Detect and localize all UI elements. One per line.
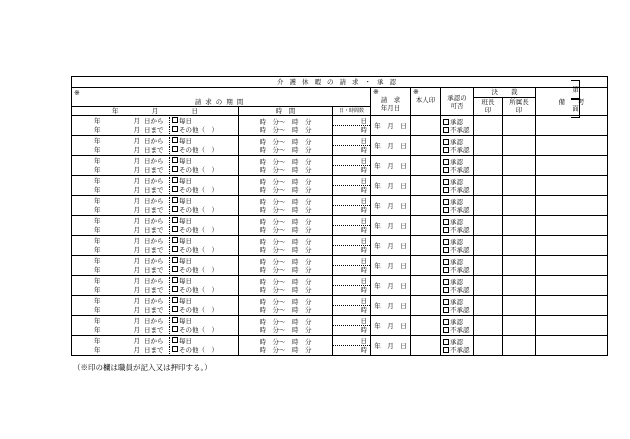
checkbox-icon [172,197,178,203]
chief-seal-cell[interactable] [474,296,503,316]
checkbox-icon [443,319,449,325]
seal-cell[interactable] [411,336,441,356]
remarks-cell[interactable] [536,116,608,136]
checkbox-icon [172,166,178,172]
seal-cell[interactable] [411,136,441,156]
checkbox-icon [443,139,449,145]
checkbox-icon [172,257,178,263]
day-hour-cell[interactable]: 日 時 [333,176,371,196]
request-row [72,336,608,356]
time-cell[interactable]: 時 分～ 時 分 時 分～ 時 分 [239,296,333,316]
checkbox-icon [172,146,178,152]
request-row [72,156,608,176]
checkbox-icon [172,226,178,232]
request-date-header: ※ 請 求 年月日 [371,88,411,116]
remarks-cell[interactable] [536,236,608,256]
chief-seal-cell[interactable] [474,116,503,136]
approval-header: 承認の 可否 [441,88,474,116]
checkbox-icon [172,246,178,252]
request-date-cell[interactable]: 年 月 日 [371,276,411,296]
checkbox-icon [443,267,449,273]
request-date-cell[interactable]: 年 月 日 [371,316,411,336]
time-cell[interactable]: 時 分～ 時 分 時 分～ 時 分 [239,316,333,336]
checkbox-icon [172,297,178,303]
checkbox-icon [172,346,178,352]
checkbox-icon [443,207,449,213]
chief-seal-cell[interactable] [474,156,503,176]
period-cell[interactable]: 年 月 日から 毎日 年 月 日まで その他（ ） [72,276,239,296]
checkbox-icon [172,286,178,292]
director-seal-cell[interactable] [503,216,536,236]
remarks-cell[interactable] [536,196,608,216]
request-date-cell[interactable]: 年 月 日 [371,156,411,176]
seal-cell[interactable] [411,116,441,136]
seal-header: ※ 本人印 [411,88,441,116]
day-hours-header: 日・時間数 [333,107,371,116]
time-cell[interactable]: 時 分～ 時 分 時 分～ 時 分 [239,336,333,356]
checkbox-icon [172,217,178,223]
checkbox-icon [443,327,449,333]
chief-seal-cell[interactable] [474,136,503,156]
approval-cell[interactable]: 承認 不承認 [441,116,474,136]
director-seal-cell[interactable] [503,276,536,296]
day-hour-cell[interactable]: 日 時 [333,116,371,136]
day-hour-cell[interactable]: 日 時 [333,216,371,236]
approval-cell[interactable]: 承認 不承認 [441,236,474,256]
day-hour-cell[interactable]: 日 時 [333,256,371,276]
footnote: （※印の欄は職員が記入又は押印する。） [73,363,212,372]
approval-cell[interactable]: 承認 不承認 [441,336,474,356]
request-date-cell[interactable]: 年 月 日 [371,336,411,356]
checkbox-icon [443,239,449,245]
checkbox-icon [443,219,449,225]
checkbox-icon [172,277,178,283]
request-row [72,216,608,236]
checkbox-icon [172,337,178,343]
chief-seal-cell[interactable] [474,196,503,216]
approval-cell[interactable]: 承認 不承認 [441,256,474,276]
approval-cell[interactable]: 承認 不承認 [441,316,474,336]
director-header: 所属長 印 [503,97,536,116]
chief-header: 班長 印 [474,97,503,116]
checkbox-icon [443,159,449,165]
checkbox-icon [443,179,449,185]
checkbox-icon [172,157,178,163]
director-seal-cell[interactable] [503,316,536,336]
checkbox-icon [172,117,178,123]
checkbox-icon [443,199,449,205]
period-cell[interactable]: 年 月 日から 毎日 年 月 日まで その他（ ） [72,336,239,356]
approval-cell[interactable]: 承認 不承認 [441,276,474,296]
request-row [72,196,608,216]
day-hour-cell[interactable]: 日 時 [333,316,371,336]
director-seal-cell[interactable] [503,236,536,256]
period-cell[interactable]: 年 月 日から 毎日 年 月 日まで その他（ ） [72,216,239,236]
remarks-cell[interactable] [536,176,608,196]
approval-cell[interactable]: 承認 不承認 [441,136,474,156]
checkbox-icon [443,259,449,265]
chief-seal-cell[interactable] [474,256,503,276]
period-cell[interactable]: 年 月 日から 毎日 年 月 日まで その他（ ） [72,236,239,256]
director-seal-cell[interactable] [503,336,536,356]
approval-cell[interactable]: 承認 不承認 [441,176,474,196]
page-side-label: 第 面 [571,80,580,118]
checkbox-icon [443,339,449,345]
leave-request-table [71,76,608,356]
time-cell[interactable]: 時 分～ 時 分 時 分～ 時 分 [239,116,333,136]
period-cell[interactable]: 年 月 日から 毎日 年 月 日まで その他（ ） [72,116,239,136]
request-row [72,256,608,276]
approval-cell[interactable]: 承認 不承認 [441,156,474,176]
seal-cell[interactable] [411,176,441,196]
request-date-cell[interactable]: 年 月 日 [371,216,411,236]
remarks-cell[interactable] [536,316,608,336]
remarks-cell[interactable] [536,256,608,276]
seal-cell[interactable] [411,296,441,316]
checkbox-icon [172,237,178,243]
period-cell[interactable]: 年 月 日から 毎日 年 月 日まで その他（ ） [72,136,239,156]
checkbox-icon [443,279,449,285]
remarks-header: 備 考 [536,88,608,116]
mark-period: ※ [74,88,80,97]
checkbox-icon [443,307,449,313]
director-seal-cell[interactable] [503,196,536,216]
period-cell[interactable]: 年 月 日から 毎日 年 月 日まで その他（ ） [72,196,239,216]
checkbox-icon [172,266,178,272]
checkbox-icon [172,186,178,192]
period-cell[interactable]: 年 月 日から 毎日 年 月 日まで その他（ ） [72,256,239,276]
remarks-cell[interactable] [536,336,608,356]
remarks-cell[interactable] [536,216,608,236]
checkbox-icon [443,147,449,153]
period-cell[interactable]: 年 月 日から 毎日 年 月 日まで その他（ ） [72,176,239,196]
checkbox-icon [172,206,178,212]
approval-cell[interactable]: 承認 不承認 [441,296,474,316]
time-header: 時 間 [239,107,333,116]
seal-cell[interactable] [411,256,441,276]
chief-seal-cell[interactable] [474,336,503,356]
seal-cell[interactable] [411,156,441,176]
request-row [72,276,608,296]
day-hour-cell[interactable]: 日 時 [333,156,371,176]
time-cell[interactable]: 時 分～ 時 分 時 分～ 時 分 [239,176,333,196]
remarks-cell[interactable] [536,156,608,176]
checkbox-icon [172,306,178,312]
day-hour-cell[interactable]: 日 時 [333,296,371,316]
checkbox-icon [172,317,178,323]
time-cell[interactable]: 時 分～ 時 分 時 分～ 時 分 [239,216,333,236]
approval-cell[interactable]: 承認 不承認 [441,216,474,236]
time-cell[interactable]: 時 分～ 時 分 時 分～ 時 分 [239,276,333,296]
request-row [72,316,608,336]
request-row [72,136,608,156]
request-date-cell[interactable]: 年 月 日 [371,136,411,156]
remarks-cell[interactable] [536,276,608,296]
time-cell[interactable]: 時 分～ 時 分 時 分～ 時 分 [239,196,333,216]
request-row [72,296,608,316]
request-date-cell[interactable]: 年 月 日 [371,296,411,316]
checkbox-icon [172,126,178,132]
chief-seal-cell[interactable] [474,216,503,236]
checkbox-icon [172,137,178,143]
request-date-cell[interactable]: 年 月 日 [371,236,411,256]
director-seal-cell[interactable] [503,256,536,276]
form-title: 介護休暇の請求・承認 [72,77,608,88]
chief-seal-cell[interactable] [474,236,503,256]
director-seal-cell[interactable] [503,136,536,156]
checkbox-icon [172,177,178,183]
director-seal-cell[interactable] [503,296,536,316]
request-date-cell[interactable]: 年 月 日 [371,116,411,136]
ymd-header: 年 月 日 [72,107,239,116]
checkbox-icon [443,187,449,193]
request-date-cell[interactable]: 年 月 日 [371,196,411,216]
day-hour-cell[interactable]: 日 時 [333,236,371,256]
checkbox-icon [443,167,449,173]
remarks-cell[interactable] [536,296,608,316]
time-cell[interactable]: 時 分～ 時 分 時 分～ 時 分 [239,236,333,256]
checkbox-icon [443,347,449,353]
remarks-cell[interactable] [536,136,608,156]
director-seal-cell[interactable] [503,116,536,136]
day-hour-cell[interactable]: 日 時 [333,136,371,156]
checkbox-icon [172,326,178,332]
day-hour-cell[interactable]: 日 時 [333,276,371,296]
day-hour-cell[interactable]: 日 時 [333,336,371,356]
chief-seal-cell[interactable] [474,176,503,196]
decision-header: 決 裁 [474,88,536,98]
period-cell[interactable]: 年 月 日から 毎日 年 月 日まで その他（ ） [72,316,239,336]
chief-seal-cell[interactable] [474,276,503,296]
time-cell[interactable]: 時 分～ 時 分 時 分～ 時 分 [239,156,333,176]
checkbox-icon [443,119,449,125]
director-seal-cell[interactable] [503,176,536,196]
time-cell[interactable]: 時 分～ 時 分 時 分～ 時 分 [239,136,333,156]
checkbox-icon [443,247,449,253]
checkbox-icon [443,127,449,133]
request-row [72,116,608,136]
seal-cell[interactable] [411,236,441,256]
period-cell[interactable]: 年 月 日から 毎日 年 月 日まで その他（ ） [72,156,239,176]
day-hour-cell[interactable]: 日 時 [333,196,371,216]
seal-cell[interactable] [411,196,441,216]
period-cell[interactable]: 年 月 日から 毎日 年 月 日まで その他（ ） [72,296,239,316]
director-seal-cell[interactable] [503,156,536,176]
chief-seal-cell[interactable] [474,316,503,336]
request-row [72,236,608,256]
checkbox-icon [443,299,449,305]
seal-cell[interactable] [411,276,441,296]
request-date-cell[interactable]: 年 月 日 [371,256,411,276]
seal-cell[interactable] [411,216,441,236]
seal-cell[interactable] [411,316,441,336]
approval-cell[interactable]: 承認 不承認 [441,196,474,216]
request-date-cell[interactable]: 年 月 日 [371,176,411,196]
request-row [72,176,608,196]
period-header: 請求の期間 [72,97,371,107]
time-cell[interactable]: 時 分～ 時 分 時 分～ 時 分 [239,256,333,276]
checkbox-icon [443,227,449,233]
checkbox-icon [443,287,449,293]
